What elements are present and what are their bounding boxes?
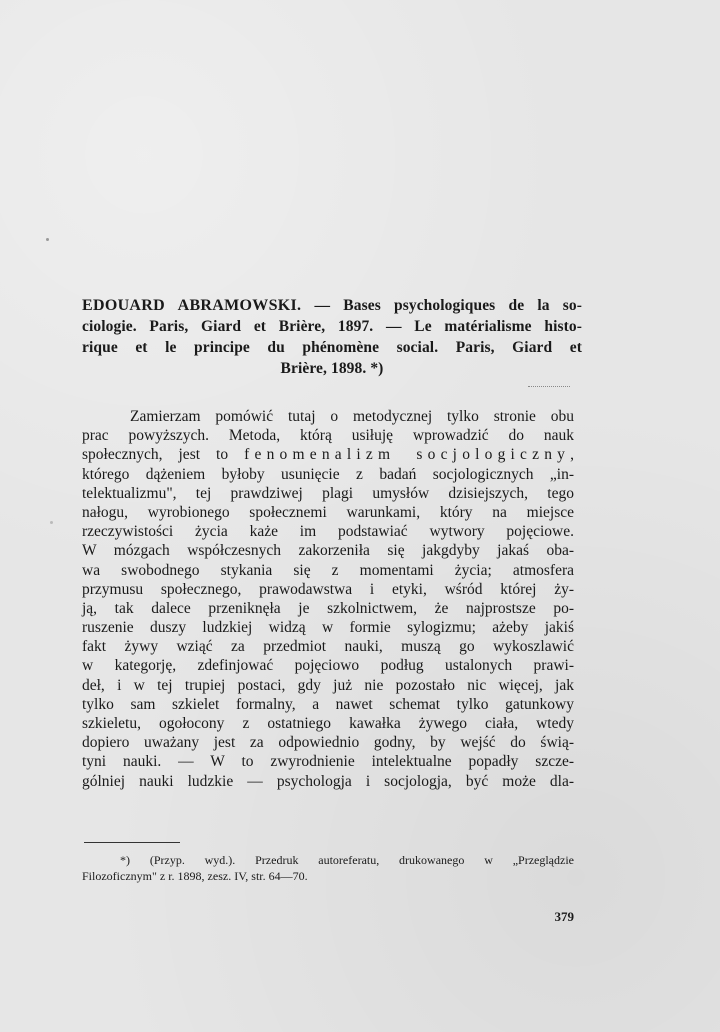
text-line: telektualizmu", tej prawdziwej plagi umysłów dzisiejszych, tego (82, 484, 574, 502)
text-line: Zamierzam pomówić tutaj o metodycznej tylko stronie obu (130, 408, 574, 425)
text-line: ją, tak dalece przeniknęła je szkolnictwem, że najprostsze po- (82, 599, 574, 617)
author-name: EDOUARD ABRAMOWSKI. (82, 297, 302, 314)
decorative-dash (528, 386, 570, 388)
text-line: prac powyższych. Metoda, którą usiłuję wprowadzić do nauk (82, 427, 574, 445)
emphasized-term: fenomenalizm socjologiczny (244, 446, 571, 464)
body-paragraph (82, 407, 574, 791)
heading-text: — Bases psychologiques de la so- (301, 297, 582, 314)
text-line: gólniej nauki ludzkie — psychologja i socjologja, być może dla- (82, 772, 574, 790)
footnote-line: *) (Przyp. wyd.). Przedruk autoreferatu, drukowanego w „Przeglądzie (120, 853, 574, 867)
text-line: dopiero uważany jest za odpowiednio godny, by wejść do świą- (82, 734, 574, 752)
text-line: ruszenie duszy ludzkiej widzą w formie sylogizmu; ażeby jakiś (82, 619, 574, 637)
text-line: szkieletu, ogołocony z ostatniego kawałka żywego ciała, wtedy (82, 715, 574, 732)
text-line: którego dążeniem byłoby usunięcie z badań socjologicznych „in- (82, 465, 574, 483)
text-line: rzeczywistości życia każe im podstawiać wytwory pojęciowe. (82, 523, 574, 541)
text-line: przymusu społecznego, prawodawstwa i etyki, wśród której ży- (82, 580, 574, 598)
heading-line-3: rique et le principe du phénomène social. Paris, Giard et (82, 339, 582, 356)
footnote (82, 852, 574, 884)
paper-speck (46, 238, 49, 241)
footnote-rule (84, 842, 180, 843)
heading-line-1 (82, 295, 582, 316)
text-line: nałogu, wyrobionego społecznemi warunkami, który na miejsce (82, 503, 574, 521)
text-line: deł, i w tej trupiej postaci, gdy już nie pozostało nic więcej, jak (82, 676, 574, 694)
bibliographic-heading (82, 295, 582, 379)
text-line: w kategorję, zdefinjować pojęciowo podług ustalonych prawi- (82, 657, 574, 675)
heading-line-2: ciologie. Paris, Giard et Brière, 1897. — Le matérialisme histo- (82, 318, 582, 335)
text-line: fakt żywy wziąć za przedmiot nauki, muszą go wykoszlawić (82, 638, 574, 656)
footnote-line: Filozoficznym" z r. 1898, zesz. IV, str. 64—70. (82, 869, 308, 883)
text-line: tylko sam szkielet formalny, a nawet schemat tylko gatunkowy (82, 695, 574, 713)
text-fragment: społecznych, jest to (82, 446, 245, 464)
heading-line-4: Brière, 1898. *) (280, 360, 384, 377)
text-line: W mózgach współczesnych zakorzeniła się jakgdyby jakaś oba- (82, 542, 574, 560)
text-fragment: , (570, 446, 574, 464)
page-number: 379 (554, 909, 574, 924)
text-line: tyni nauki. — W to zwyrodnienie intelektualne popadły szcze- (82, 753, 574, 771)
text-line: wa swobodnego stykania się z momentami życia; atmosfera (82, 561, 574, 579)
text-line (82, 445, 574, 464)
paper-speck (50, 521, 53, 524)
